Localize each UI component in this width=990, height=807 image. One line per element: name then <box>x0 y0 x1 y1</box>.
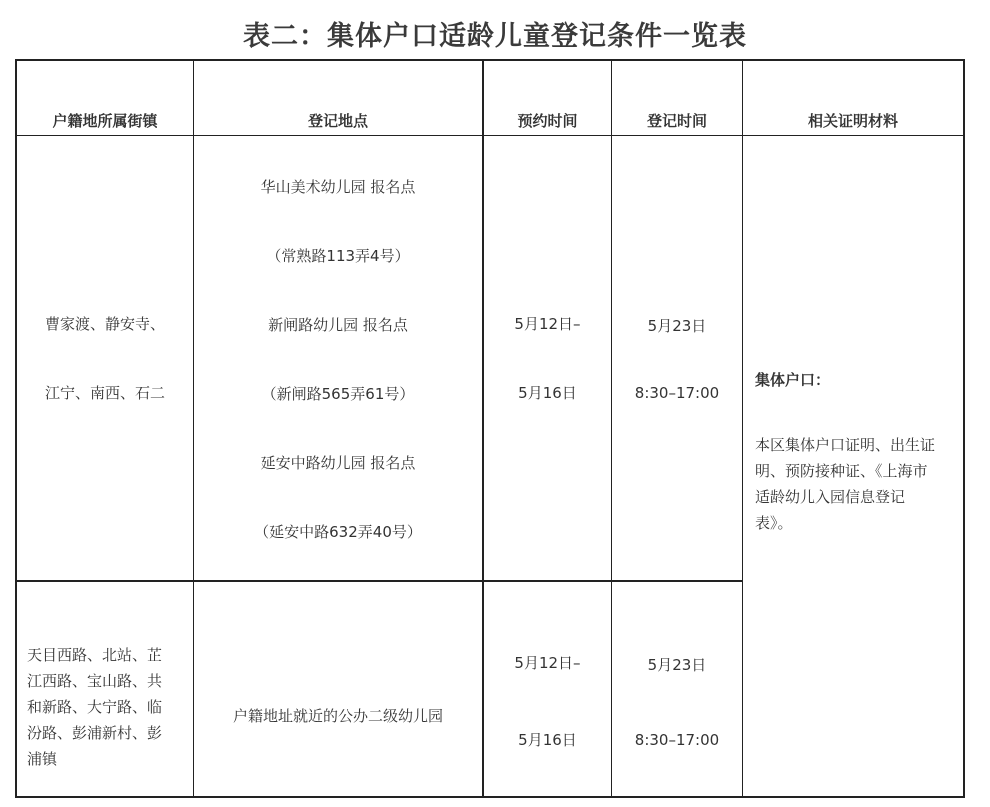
row2-district-line1: 天目西路、北站、芷 <box>27 646 163 664</box>
row2-reserve-start: 5月12日– <box>514 654 581 672</box>
row1-register-date: 5月23日 <box>647 316 707 335</box>
registration-table <box>15 59 965 799</box>
table-border-bottom <box>15 796 965 798</box>
header-location: 登记地点 <box>307 112 368 130</box>
header-district: 户籍地所属街镇 <box>52 112 158 130</box>
loc1-address: （常熟路113弄4号） <box>266 247 410 265</box>
row2-register-hours: 8:30–17:00 <box>634 730 720 749</box>
row2-district-line4: 汾路、彭浦新村、彭 <box>27 724 163 742</box>
row2-register-date: 5月23日 <box>647 655 707 674</box>
row1-register-time <box>612 136 742 580</box>
row2-district-line2: 江西路、宝山路、共 <box>27 672 163 690</box>
loc2-name: 新闸路幼儿园 报名点 <box>268 316 408 334</box>
row1-district-line2: 江宁、南西、石二 <box>44 384 165 402</box>
col-divider-4 <box>742 59 743 798</box>
table-border-right <box>963 59 965 798</box>
materials-cell <box>755 136 959 796</box>
row2-district-line5: 浦镇 <box>27 750 58 768</box>
header-reserve-time: 预约时间 <box>517 112 578 130</box>
materials-line4: 表》。 <box>755 514 793 532</box>
materials-line3: 适龄幼儿入园信息登记 <box>755 488 906 506</box>
row1-register-hours: 8:30–17:00 <box>634 383 720 402</box>
materials-heading: 集体户口： <box>755 371 831 389</box>
row2-district <box>27 582 193 796</box>
loc3-address: （延安中路632弄40号） <box>254 523 422 541</box>
loc1-name: 华山美术幼儿园 报名点 <box>260 178 416 196</box>
row2-reserve-end: 5月16日 <box>518 731 577 749</box>
row2-district-line3: 和新路、大宁路、临 <box>27 698 163 716</box>
loc2-address: （新闸路565弄61号） <box>261 385 415 403</box>
loc3-name: 延安中路幼儿园 报名点 <box>260 454 416 472</box>
materials-line1: 本区集体户口证明、出生证 <box>755 436 936 454</box>
materials-line2: 明、预防接种证、《上海市 <box>755 462 928 480</box>
row1-location <box>194 136 482 580</box>
page-title: 表二：集体户口适龄儿童登记条件一览表 <box>243 21 747 52</box>
row1-reserve-start: 5月12日– <box>514 315 581 333</box>
header-materials: 相关证明材料 <box>807 112 898 130</box>
row2-reserve-time <box>484 582 611 796</box>
row1-district-line1: 曹家渡、静安寺、 <box>44 315 165 333</box>
row1-district <box>17 136 193 580</box>
header-register-time: 登记时间 <box>646 112 707 130</box>
row1-reserve-end: 5月16日 <box>518 384 577 402</box>
row2-register-time <box>612 582 742 796</box>
row1-reserve-time <box>484 136 611 580</box>
row2-location: 户籍地址就近的公办二级幼儿园 <box>232 706 443 725</box>
